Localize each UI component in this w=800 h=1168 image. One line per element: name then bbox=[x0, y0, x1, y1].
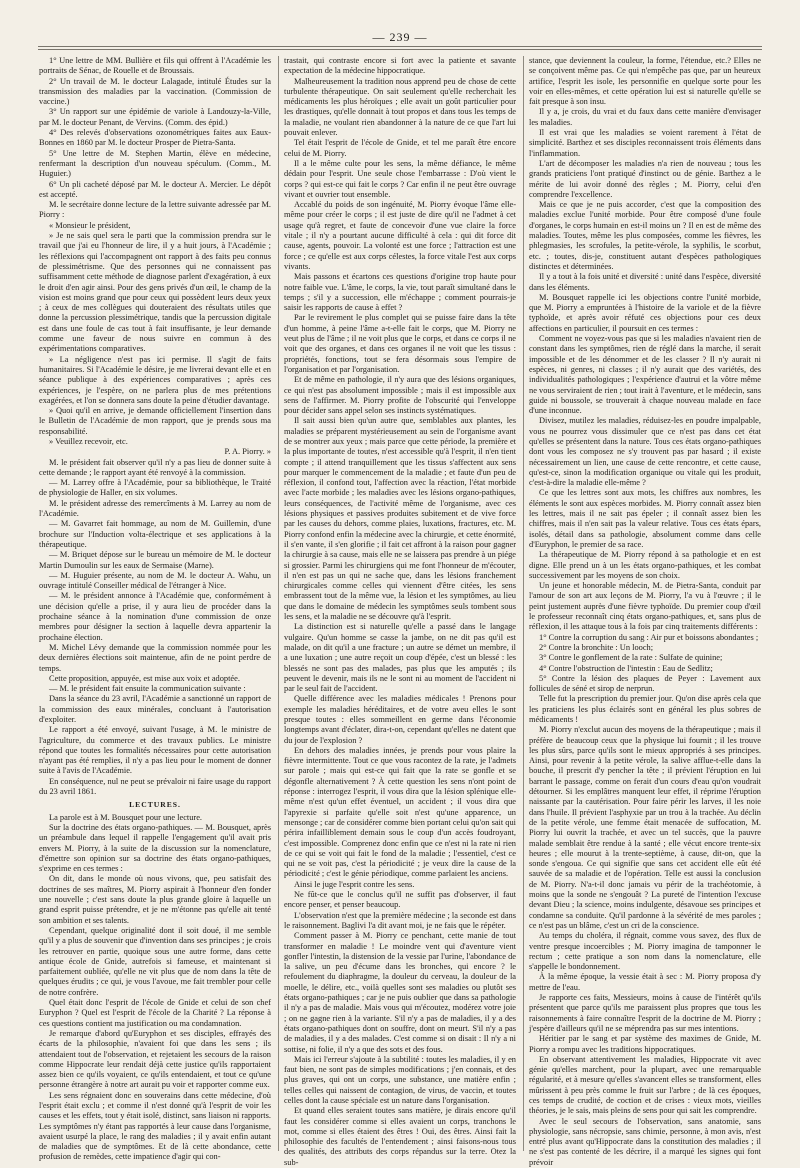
paragraph: 1° Une lettre de MM. Bullière et fils qui offrent à l'Académie les portraits de Sénac, de Rouelle et de Broussais. bbox=[39, 56, 271, 76]
paragraph: Sur la doctrine des états organo-pathiques. — M. Bousquet, après un préambule dans lequel il rappelle l'engagement qu'il avait pris envers M. Piorry, à la suite de la discussion sur la nomenclature, d'émettre son opinion sur sa doctrine des états organo-pathiques, s'exprime en ces termes : bbox=[39, 822, 271, 874]
section-heading: LECTURES. bbox=[129, 800, 181, 810]
paragraph: Héritier par le sang et par système des maximes de Gnide, M. Piorry a rompu avec les traditions hippocratiques. bbox=[529, 1034, 761, 1054]
paragraph: 3° Un rapport sur une épidémie de variole à Landouzy-la-Ville, par M. le docteur Penant, de Vervins. (Comm. des épid.) bbox=[39, 107, 271, 127]
column-separator bbox=[523, 56, 524, 1151]
paragraph: En conséquence, nul ne peut se prévaloir ni faire usage du rapport du 23 avril 1861. bbox=[39, 776, 271, 797]
paragraph: — M. Huguier présente, au nom de M. le docteur A. Wahu, un ouvrage intitulé Conseiller médical de l'étranger à Nice. bbox=[39, 570, 271, 591]
paragraph: Ainsi le juge l'esprit contre les sens. bbox=[294, 879, 415, 889]
paragraph: À la même époque, la vessie était à sec : M. Piorry proposa d'y mettre de l'eau. bbox=[529, 972, 761, 992]
paragraph: La parole est à M. Bousquet pour une lecture. bbox=[49, 812, 203, 822]
paragraph: P. A. Piorry. » bbox=[224, 447, 271, 457]
paragraph: Comment ne voyez-vous pas que si les maladies n'avaient rien de constant dans les symptômes, rien de réglé dans la marche, il serait impossible et de les dénommer et de les classer ? Il n'y aurait ni espèces, ni genres, ni classes ; il n'y aurait que des variétés, des individualités pathologiques ; l'expérience d'autrui et la vôtre même ne vous serviraient de rien ; tout irait à l'aventure, et le médecin, sans guide ni boussole, se trouverait à chaque nouveau malade en face d'une inconnue. bbox=[529, 334, 761, 416]
text-column-2 bbox=[284, 56, 516, 1167]
paragraph: Le rapport a été envoyé, suivant l'usage, à M. le ministre de l'agriculture, du commerce et des travaux publics. Le ministre répond que toutes les formalités nécessaires pour cette autorisation n'ayant pas été remplies, il n'y a pas lieu pour le moment de donner suite à l'avis de l'Académie. bbox=[39, 725, 271, 776]
paragraph: Cette proposition, appuyée, est mise aux voix et adoptée. bbox=[49, 673, 240, 683]
paragraph: Dans la séance du 23 avril, l'Académie a sanctionné un rapport de la commission des eaux minérales, concluant à l'autorisation d'exploiter. bbox=[39, 694, 271, 724]
paragraph: Je rapporte ces faits, Messieurs, moins à cause de l'intérêt qu'ils présentent que parce qu'ils me paraissent plus propres que tous les raisonnements à faire connaître l'esprit de la doctrine de M. Piorry ; j'espère d'ailleurs qu'il ne se méprendra pas sur mes intentions. bbox=[529, 993, 761, 1033]
paragraph: 4° Contre l'obstruction de l'intestin : Eau de Sedlitz; bbox=[539, 663, 713, 673]
paragraph: Accablé du poids de son ingénuité, M. Piorry évoque l'âme elle-même pour créer le corps ; il est juste de dire qu'il ne l'admet à cet usage qu'à regret, et faute de concevoir d'une vue claire la force vitale ; il n'y a pourtant aucune difficulté à cela : qui dit force dit cause, agents, pouvoir. La volonté est une force ; l'attraction est une force ; ce qu'elle est aux corps célestes, la force vitale l'est aux corps vivants. bbox=[284, 200, 516, 271]
paragraph: » La négligence n'est pas ici permise. Il s'agit de faits humanitaires. Si l'Académie le désire, je me livrerai devant elle et en séance publique à des expériences comparatives ; après ces expériences, je l'espère, on ne parlera plus de mes prétentions exagérées, et l'on se donnera sans doute la peine d'étudier davantage. bbox=[39, 354, 271, 405]
paragraph: Mais passons et écartons ces questions d'origine trop haute pour notre faible vue. L'âme, le corps, la vie, tout paraît simultané dans le temps ; s'il y a succession, elle m'échappe ; comment pourrais-je saisir les rapports de cause à effet ? bbox=[284, 272, 516, 313]
paragraph: Il sait aussi bien qu'un autre que, semblables aux plantes, les maladies se préparent mystérieusement au sein de l'organisme avant de se montrer aux yeux ; mais parce que cette période, la première et la plus importante de toutes, n'est accessible qu'à l'esprit, il n'en tient compte ; il attend tranquillement que les tissus s'affectent aux sens pour marquer le commencement de la maladie ; et faute d'un peu de réflexion, il confond tout, l'affection avec la réaction, l'état morbide avec l'acte morbide ; les maladies avec les lésions organo-pathiques, leurs conséquences, de l'activité même de l'organisme, avec ces lésions physiques et passives produites subitement et de vive force par les causes du dehors, comme plaies, luxations, fractures, etc. M. Piorry confond enfin la médecine avec la chirurgie, et cette énormité, il s'en vante, il s'en glorifie ; il fait cet affront à la raison pour gagner la chirurgie à sa cause, mais elle ne se laissera pas prendre à un piége si grossier. Parmi les chirurgiens qui me font l'honneur de m'écouter, il n'en est pas un qui ne sache que, dans les lésions franchement chirurgicales comme celles qui viennent d'être citées, les sens embrassent tout de la même vue, la lésion et les symptômes, au lieu que dans le domaine de médecin les symptômes seuls tombent sous les sens, et la maladie ne se découvre qu'à l'esprit. bbox=[284, 416, 516, 622]
paragraph: 5° Une lettre de M. Stephen Martin, élève en médecine, renfermant la description d'un nouveau spéculum. (Comm., M. Huguier.) bbox=[39, 148, 271, 179]
paragraph: Un jeune et honorable médecin, M. de Pietra-Santa, conduit par l'amour de son art aux leçons de M. Piorry, l'a vu à l'œuvre ; il le peint justement auprès d'une fièvre typhoïde. Du premier coup d'œil le professeur reconnaît cinq états organo-pathiques, et, sans plus de réflexion, il les attaque tous à la fois par cinq traitements différents : bbox=[529, 581, 761, 632]
paragraph: 4° Des relevés d'observations ozonométriques faites aux Eaux-Bonnes en 1860 par M. le docteur Prosper de Pietra-Santa. bbox=[39, 128, 271, 148]
paragraph: — M. Larrey offre à l'Académie, pour sa bibliothèque, le Traité de physiologie de Haller, en six volumes. bbox=[39, 478, 271, 498]
paragraph: Au temps du choléra, il régnait, comme vous savez, des flux de ventre presque incoercibles ; M. Piorry imagina de tamponner le rectum ; cette pratique a son nom dans la nomenclature, elle s'appelle le bondonnement. bbox=[529, 931, 761, 972]
paragraph: Je remarque d'abord qu'Euryphon et ses disciples, effrayés des écarts de la philosophie, n'avaient foi que dans les sens ; ils attendaient tout de l'observation, et rejetaient les secours de la raison comme Hippocrate leur rendait déjà cette justice qu'ils rapportaient assez bien ce qu'ils voyaient, ce qu'ils entendaient, et tout ce qu'une personne étrangère à notre art aurait pu voir et rapporter comme eux. bbox=[39, 1028, 271, 1090]
paragraph: Mais ce que je ne puis accorder, c'est que la composition des maladies exclue l'unité morbide. Pour être composé d'une foule d'organes, le corps humain en est-il moins un ? Il en est de même des maladies. Toutes, même les plus composées, comme les fièvres, les phlegmasies, les scrofules, la petite-vérole, la syphilis, le scorbut, etc. ; toutes, dis-je, constituent autant d'espèces pathologiques distinctes et déterminées. bbox=[529, 200, 761, 271]
paragraph: M. Michel Lévy demande que la commission nommée pour les deux dernières élections soit maintenue, afin de ne point perdre de temps. bbox=[39, 642, 271, 673]
paragraph: Il a le même culte pour les sens, la même défiance, le même dédain pour l'esprit. Une seule chose l'embarrasse : D'où vient le corps ? qui est-ce qui fait le corps ? Car enfin il ne peut être ouvrage vivant et ouvrier tout ensemble. bbox=[284, 158, 516, 199]
paragraph: — M. Briquet dépose sur le bureau un mémoire de M. le docteur Martin Dumoulin sur les eaux de Sermaise (Marne). bbox=[39, 550, 271, 570]
paragraph: La distinction est si naturelle qu'elle a passé dans le langage vulgaire. Qu'un homme se casse la jambe, on ne dit pas qu'il est malade, on dit qu'il a une fracture ; un autre se démet un membre, il a une luxation ; une autre reçoit un coup d'épée, c'est un blessé : les blessés ne sont pas des malades, pas plus que les amputés ; ils peuvent le devenir, mais ils ne le sont ni au moment de l'accident ni par le seul fait de l'accident. bbox=[284, 622, 516, 694]
paragraph: Ne fût-ce que le conclus qu'il ne suffit pas d'observer, il faut encore penser, et penser beaucoup. bbox=[284, 890, 516, 910]
paragraph: Et quand elles seraient toutes sans matière, je dirais encore qu'il faut les considérer comme si elles avaient un corps, tranchons le mot, comme si elles étaient des êtres ! Oui, des êtres. Ainsi fait la philosophie des facultés de l'entendement ; ainsi faisons-nous tous des qualités, des attributs des corps répandus sur la terre. Otez la sub- bbox=[284, 1106, 516, 1167]
paragraph: Tel était l'esprit de l'école de Gnide, et tel me paraît être encore celui de M. Piorry. bbox=[284, 138, 516, 158]
paragraph: Il y a, je crois, du vrai et du faux dans cette manière d'envisager les maladies. bbox=[529, 107, 761, 127]
paragraph: On dit, dans le monde où nous vivons, que, peu satisfait des doctrines de ses maîtres, M. Piorry aspirait à l'honneur d'en fonder une nouvelle ; c'est sans doute la plus grande gloire à laquelle un grand esprit puisse prétendre, et je ne m'étonne pas qu'elle ait tenté son ambition et ses talents. bbox=[39, 874, 271, 925]
paragraph: 6° Un pli cacheté déposé par M. le docteur A. Mercier. Le dépôt est accepté. bbox=[39, 179, 271, 199]
paragraph: » Veuillez recevoir, etc. bbox=[49, 436, 128, 446]
paragraph: » Quoi qu'il en arrive, je demande officiellement l'insertion dans le Bulletin de l'Académie de mon rapport, que je prends sous ma responsabilité. bbox=[39, 406, 271, 436]
paragraph: Cependant, quelque originalité dont il soit doué, il me semble qu'il y a plus de souvenir que d'invention dans ses principes ; je crois les retrouver en partie, quoique sous une autre forme, dans cette antique école de Gnide, autrefois si fameuse, et maintenant si parfaitement oubliée, qu'elle ne vit plus que de nom dans la tête de quelques érudits ; ce qui, je vous l'avoue, me fait trembler pour celle de notre confrère. bbox=[39, 925, 271, 997]
text-column-1 bbox=[39, 56, 271, 1162]
paragraph: 1° Contre la corruption du sang : Air pur et boissons abondantes ; bbox=[539, 632, 759, 642]
paragraph: Par le revirement le plus complet qui se puisse faire dans la tête d'un homme, à peine l'âme a-t-elle fait le corps, que M. Piorry ne veut plus de l'âme ; il ne voit plus que le corps, et dans ce corps il ne voit que des organes, et dans ces organes il ne voit que les tissus : propriétés, fonctions, tout se fera désormais sous l'empire de l'organisation et par l'organisation. bbox=[284, 313, 516, 374]
paragraph: En dehors des maladies innées, je prends pour vous plaire la fièvre intermittente. Tout ce que vous racontez de la rate, je l'admets sur parole ; mais qui est-ce qui fait que la rate se gonfle et se dégonfle alternativement ? À cette question les sens n'ont point de réponse : interrogez l'esprit, il vous dira que la lésion splénique elle-même n'est qu'un effet éventuel, un accident ; il vous dira que l'apyrexie si parfaite qu'elle soit n'est qu'une apparence, un mensonge ; car de considérer comme bien portant celui qu'on sait qui périra infailliblement demain sous le coup d'un accès foudroyant, c'est impossible. Comprenez donc enfin que ce n'est ni la rate ni rien de ce qui se voit qui fait le fond de la maladie ; l'essentiel, c'est ce qui ne se voit pas, c'est la périodicité ; je veux dire la cause de la périodicité ; c'est le génie périodique, comme parlaient les anciens. bbox=[284, 745, 516, 879]
paragraph: stance, que deviennent la couleur, la forme, l'étendue, etc.? Elles ne se conçoivent même pas. Ce qui n'empêche pas que, par un heureux artifice, l'esprit les isole, les personnifie en quelque sorte pour les voir en elles-mêmes, et cette opération lui est si naturelle qu'elle se fait presque à son insu. bbox=[529, 56, 761, 107]
paragraph: Les sens régnaient donc en souverains dans cette médecine, d'où l'esprit était exclu ; et comme il n'est donné qu'à l'esprit de voir les causes et les effets, tout y était isolé, distinct, sans liaison ni rapports. Les symptômes n'y étant pas rapportés à leur cause dans l'organisme, avaient usurpé la place, le rang des maladies ; il y avait enfin autant de maladies que de symptômes. Et de là cette abondance, cette profusion de remèdes, cette impatience d'agir qui con- bbox=[39, 1090, 271, 1162]
paragraph: « Monsieur le président, bbox=[49, 220, 131, 230]
paragraph: Divisez, mutilez les maladies, réduisez-les en poudre impalpable, vous ne pourrez vous dissimuler que ce n'est pas dans cet état qu'elles se présentent dans la nature. Tous ces états organo-pathiques dont vous les composez ne s'y trouvent pas par hasard ; il existe nécessairement un lien, une cause de cette rencontre, et cette cause, qu'est-ce, sinon la modification organique ou vitale qui les produit, c'est-à-dire la maladie elle-même ? bbox=[529, 416, 761, 488]
paragraph: Quelle différence avec les maladies médicales ! Prenons pour exemple les maladies héréditaires, et de votre aveu elles le sont presque toutes : elles sommeillent en germe dans l'économie longtemps avant d'éclater, dira-t-on, cependant qu'elles ne datent que du jour de l'explosion ? bbox=[284, 694, 516, 745]
paragraph: M. le secrétaire donne lecture de la lettre suivante adressée par M. Piorry : bbox=[39, 200, 271, 220]
header-rule bbox=[38, 46, 762, 50]
paragraph: — M. le président annonce à l'Académie que, conformément à une décision qu'elle a prise, il y aura lieu de procéder dans la prochaine séance à la nomination d'une commission de onze membres pour désigner la section à laquelle devra appartenir la prochaine élection. bbox=[39, 591, 271, 642]
paragraph: — M. le président fait ensuite la communication suivante : bbox=[49, 684, 246, 694]
paragraph: La thérapeutique de M. Piorry répond à sa pathologie et en est digne. Elle prend un à un les états organo-pathiques, et les combat successivement par les moyens de son choix. bbox=[529, 550, 761, 580]
paragraph: M. Bousquet rappelle ici les objections contre l'unité morbide, que M. Piorry a empruntées à l'histoire de la variole et de la fièvre typhoïde, et après avoir réfuté ces objections pour ces deux affections en particulier, il poursuit en ces termes : bbox=[529, 292, 761, 333]
paragraph: 2° Contre la bronchite : Un looch; bbox=[539, 642, 654, 652]
paragraph: M. Piorry n'exclut aucun des moyens de la thérapeutique ; mais il préfère de beaucoup ceux que la physique lui fournit ; il les trouve les plus sûrs, parce qu'ils sont le mieux appropriés à ses principes. Ainsi, pour revenir à la petite vérole, la salive afflue-t-elle dans la bouche, il prescrit d'y pencher la tête ; il prévient l'éruption en lui barrant le passage, comme on ferait d'un cours d'eau qu'on voudrait détourner. Si les emplâtres manquent leur effet, il réprime l'éruption naissante par la cautérisation. Pour faire périr les larves, il les noie dans l'huile. Il prévient l'asphyxie par un trou à la trachée. Au déclin de la petite vérole, une femme était menacée de suffocation, M. Piorry lui ouvrit la trachée, et avec un tel succès, que la pauvre malade semblait être rendue à la santé ; elle vécut encore trente-six heures ; elle mourut à la trente-septième, à cause, dit-on, que la sonde s'engoua. Ce qui signifie que sans cet accident elle eût été sauvée de sa maladie et de l'opération. Telle est aussi la conclusion de M. Piorry. N'a-t-il donc jamais vu périr de la trachéotomie, à moins que la sonde ne s'engouât ? La pureté de l'intention l'excuse devant Dieu ; la science, moins indulgente, désavoue ses principes et condamne sa conduite. Qu'il pardonne à la sévérité de mes paroles ; ce n'est pas un blâme, c'est un cri de la conscience. bbox=[529, 725, 761, 930]
paragraph: M. le président adresse des remercîments à M. Larrey au nom de l'Académie. bbox=[39, 498, 271, 519]
paragraph: Mais ici l'erreur s'ajoute à la subtilité : toutes les maladies, il y en faut bien, ne sont pas de simples modifications ; j'en connais, et des plus graves, qui ont un corps, une substance, une matière enfin ; telles celles qui naissent de contagion, de virus, de vaccin, et toutes celles dont la cause spéciale est un nature dans l'organisation. bbox=[284, 1054, 516, 1105]
paragraph: Avec le seul secours de l'observation, sans anatomie, sans physiologie, sans nécropsie, sans chimie, personne, à mon avis, n'est entré plus avant qu'Hippocrate dans la constitution des maladies ; il ne s'est pas contenté de les décrire, il a marqué les signes qui font prévoir bbox=[529, 1116, 761, 1167]
paragraph: 2° Un travail de M. le docteur Lalagade, intitulé Études sur la transmission des maladies par la vaccination. (Commission de vaccine.) bbox=[39, 76, 271, 107]
text-column-3 bbox=[529, 56, 761, 1167]
paragraph: L'observation n'est que la première médecine ; la seconde est dans le raisonnement. Baglivi l'a dit avant moi, je ne fais que le répéter. bbox=[284, 910, 516, 930]
paragraph: L'art de décomposer les maladies n'a rien de nouveau ; tous les grands praticiens l'ont pratiqué d'instinct ou de génie. Barthez a le mérite de lui avoir donné des règles ; M. Piorry, celui d'en comprendre l'excellence. bbox=[529, 158, 761, 199]
paragraph: Comment passer à M. Piorry ce penchant, cette manie de tout transformer en maladie ! Le moindre vent qui d'aventure vient gonfler l'intestin, la distension de la vessie par l'urine, l'abondance de la salive, un peu d'écume dans les bronches, qui encore ? le refoulement du diaphragme, la douleur du cerveau, la douleur de la moelle, le délire, etc., voilà quelles sont ses maladies ou plutôt ses états organo-pathiques ; car je ne puis oublier que dans sa pathologie il n'y a pas de maladie. Mais vous qui m'écoutez, modérez votre joie ; on ne gagne rien à la variante. S'il n'y a pas de maladies, il y a des états organo-pathiques dont on souffre, dont on meurt. S'il n'y a pas de maladies, il y a des malades. C'est comme si on disait : Il n'y a ni sottise, ni folie, il n'y a que des sots et des fous. bbox=[284, 931, 516, 1054]
paragraph: Il y a tout à la fois unité et diversité : unité dans l'espèce, diversité dans les éléments. bbox=[529, 272, 761, 292]
paragraph: Il est vrai que les maladies se voient rarement à l'état de simplicité. Barthez et ses disciples reconnaissent trois éléments dans l'inflammation. bbox=[529, 128, 761, 158]
paragraph: Quel était donc l'esprit de l'école de Gnide et celui de son chef Euryphon ? Quel est l'esprit de l'école de la Charité ? La réponse à ces questions contient ma justification ou ma condamnation. bbox=[39, 998, 271, 1028]
paragraph: 5° Contre la lésion des plaques de Peyer : Lavement aux follicules de séné et sirop de nerprun. bbox=[529, 673, 761, 694]
paragraph: » Je ne sais quel sera le parti que la commission prendra sur le travail que j'ai eu l'honneur de lire, il y a huit jours, à l'Académie ; les réflexions qui l'accompagnent ont rapport à des faits peu connus de plessimétrisme. Que des personnes qui ne connaissent pas suffisamment cette méthode de diagnose parlent d'exagération, à eux le droit d'en agir ainsi. Pour des gens privés d'un œil, le champ de la vision est moins grand que pour ceux qui possèdent leurs deux yeux ; à ceux de mes collègues qui douteraient des résultats utiles que donne la percussion plessimétrique, tandis que la percussion digitale est dans une foule de cas tout à fait insuffisante, je leur demande comme une faveur de nous suivre en commun à des expérimentations comparatives. bbox=[39, 231, 271, 354]
column-separator bbox=[278, 56, 279, 1151]
paragraph: En observant attentivement les maladies, Hippocrate vit avec génie qu'elles marchent, pour la plupart, avec une remarquable régularité, et à mesure qu'elles s'avancent elles se transforment, elles mûrissent à peu près comme le fruit sur l'arbre ; de là ces époques, ces temps de crudité, de coction et de crises : vieux mots, vieilles théories, je le sais, mais pleins de sens pour qui sait les comprendre. bbox=[529, 1054, 761, 1116]
paragraph: Et de même en pathologie, il n'y aura que des lésions organiques, ce qui n'est pas absolument impossible ; mais il est impossible aux sens de l'affirmer. M. Piorry profite de l'obscurité qui l'enveloppe pour décider sans appel selon ses instincts systématiques. bbox=[284, 375, 516, 416]
paragraph: Ce que les lettres sont aux mots, les chiffres aux nombres, les éléments le sont aux espèces morbides. M. Piorry connaît assez bien les lettres, mais il ne sait pas épeler ; il connaît assez bien les chiffres, mais il n'en sait pas la valeur relative. Tous ces états épars, isolés, détail dans sa pathologie, absolument comme dans celle d'Euryphon, le premier de sa race. bbox=[529, 488, 761, 549]
paragraph: M. le président fait observer qu'il n'y a pas lieu de donner suite à cette demande ; le rapport ayant été renvoyé à la commission. bbox=[39, 457, 271, 477]
paragraph: Malheureusement la tradition nous apprend peu de chose de cette turbulente thérapeutique. On sait seulement qu'elle recherchait les médicaments les plus héroïques ; elle avait un goût particulier pour les drastiques, qu'elle donnait à tout propos et dans tous les temps de la maladie, ne voulant rien abandonner à la nature de ce que l'art lui pouvait enlever. bbox=[284, 76, 516, 138]
paragraph: 3° Contre le gonflement de la rate : Sulfate de quinine; bbox=[539, 653, 723, 663]
page-number: — 239 — bbox=[372, 30, 428, 44]
paragraph: — M. Gavarret fait hommage, au nom de M. Guillemin, d'une brochure sur l'Induction volta-électrique et ses applications à la thérapeutique. bbox=[39, 519, 271, 549]
paragraph: Telle fut la prescription du premier jour. Qu'on dise après cela que les praticiens les plus éclairés sont en général les plus sobres de médicaments ! bbox=[529, 694, 761, 724]
paragraph: trastait, qui contraste encore si fort avec la patiente et savante expectation de la médecine hippocratique. bbox=[284, 56, 516, 76]
